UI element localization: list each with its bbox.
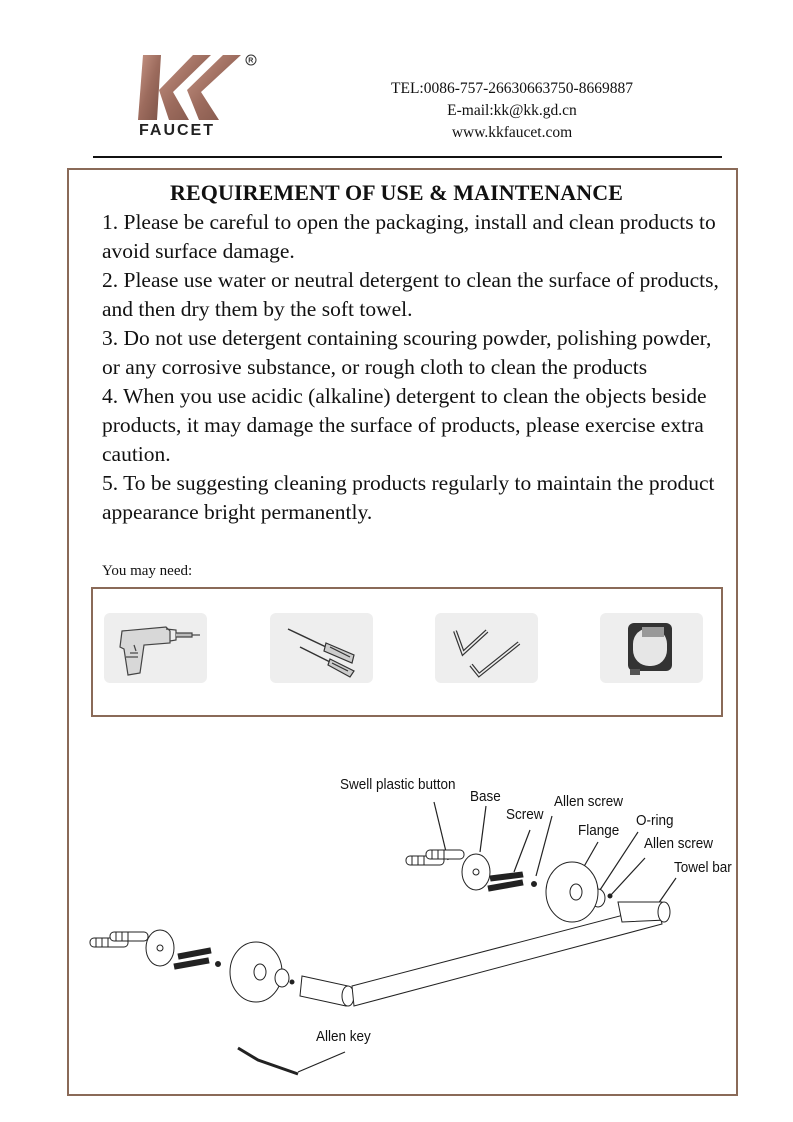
label-o-ring: O-ring xyxy=(636,812,674,829)
requirements-list xyxy=(102,208,722,527)
label-swell-plastic-button: Swell plastic button xyxy=(340,776,456,793)
label-screw: Screw xyxy=(506,806,544,823)
page-title: REQUIREMENT OF USE & MAINTENANCE xyxy=(169,180,624,205)
label-allen-key: Allen key xyxy=(316,1028,371,1045)
contact-email: E-mail:kk@kk.gd.cn xyxy=(447,102,577,119)
tool-allen-wrenches xyxy=(435,613,538,683)
tools-label: You may need: xyxy=(102,563,193,579)
tool-screwdrivers xyxy=(270,613,373,683)
requirement-item: 1. Please be careful to open the packaging, install and clean products to avoid surface damage. xyxy=(102,210,716,263)
logo-text: FAUCET xyxy=(139,122,215,139)
label-allen-screw-2: Allen screw xyxy=(644,835,714,852)
header-divider xyxy=(93,156,722,158)
tool-drill xyxy=(104,613,207,683)
contact-tel: TEL:0086-757-26630663750-8669887 xyxy=(391,80,633,97)
towel-bar-exploded-view xyxy=(70,760,736,1090)
allen-wrench-icon xyxy=(435,613,538,683)
svg-text:R: R xyxy=(248,57,254,65)
label-base: Base xyxy=(470,788,501,805)
label-allen-screw-1: Allen screw xyxy=(554,793,624,810)
label-flange: Flange xyxy=(578,822,620,839)
tape-measure-icon xyxy=(600,613,703,683)
requirement-item: 3. Do not use detergent containing scouring powder, polishing powder, or any corrosive substance, or rough cloth to clean the products xyxy=(102,326,712,379)
screwdriver-icon xyxy=(270,613,373,683)
contact-website: www.kkfaucet.com xyxy=(451,124,573,141)
requirement-item: 5. To be suggesting cleaning products regularly to maintain the product appearance bright permanently. xyxy=(102,471,715,524)
contact-info xyxy=(352,78,672,144)
requirement-item: 4. When you use acidic (alkaline) detergent to clean the objects beside products, it may damage the surface of products, please exercise extra caution. xyxy=(102,384,707,466)
kk-faucet-logo xyxy=(135,52,260,144)
drill-icon xyxy=(104,613,207,683)
label-towel-bar: Towel bar xyxy=(674,859,732,876)
assembly-diagram xyxy=(70,760,736,1090)
tool-tape-measure xyxy=(600,613,703,683)
requirement-item: 2. Please use water or neutral detergent to clean the surface of products, and then dry them by the soft towel. xyxy=(102,268,719,321)
